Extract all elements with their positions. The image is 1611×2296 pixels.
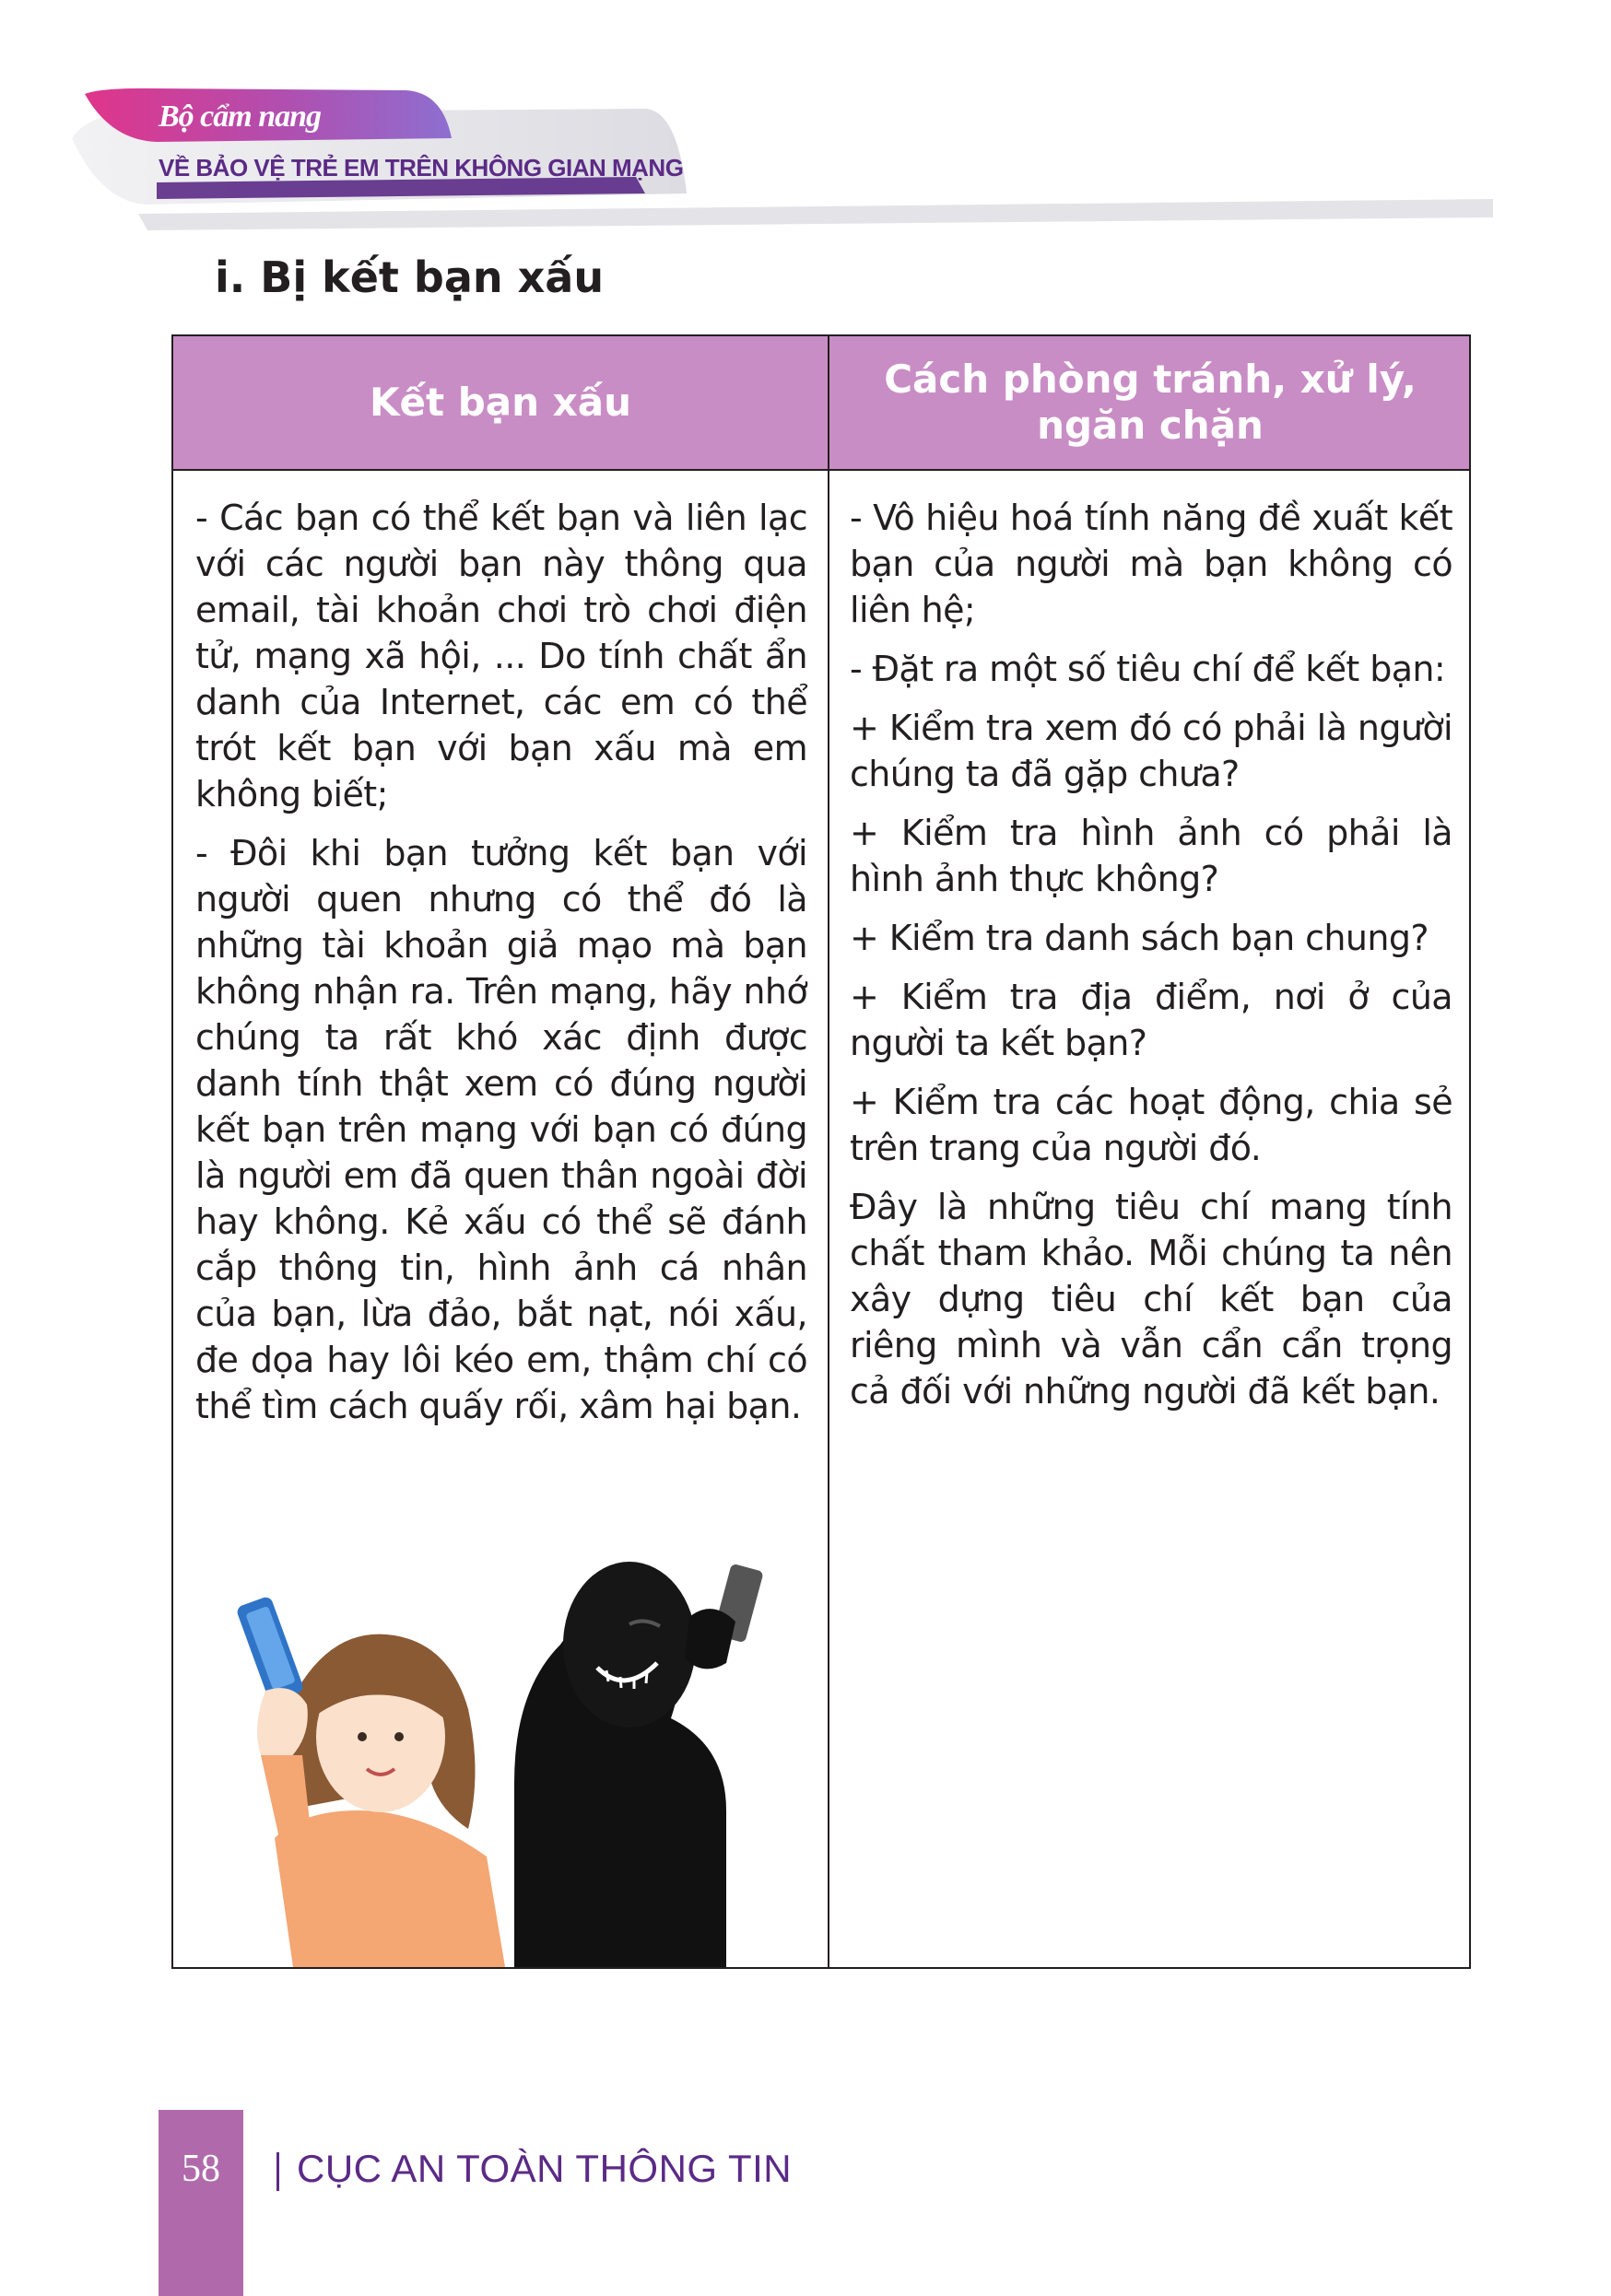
- list-item: + Kiểm tra danh sách bạn chung?: [850, 918, 1429, 958]
- footer-organization: CỤC AN TOÀN THÔNG TIN: [297, 2147, 793, 2190]
- footer-separator: [276, 2152, 279, 2191]
- booklet-title: Bộ cẩm nang: [159, 100, 322, 134]
- section-title: i. Bị kết bạn xấu: [215, 252, 605, 302]
- list-item: - Vô hiệu hoá tính năng đề xuất kết bạn của người mà bạn không có liên hệ;: [850, 498, 1452, 630]
- table-header-prevention: Cách phòng tránh, xử lý, ngăn chặn: [884, 357, 1417, 448]
- girl-figure: [235, 1595, 505, 1967]
- header-banner: [0, 0, 1611, 276]
- table-header-bad-friends: Kết bạn xấu: [370, 380, 631, 425]
- prevention-list: [850, 495, 1452, 1427]
- girl-and-stranger-illustration: [210, 1506, 800, 1967]
- bad-friends-description: [195, 495, 807, 1442]
- page-number: 58: [182, 2148, 220, 2190]
- list-item: + Kiểm tra địa điểm, nơi ở của người ta kết bạn?: [850, 977, 1452, 1063]
- booklet-subtitle: VỀ BẢO VỆ TRẺ EM TRÊN KHÔNG GIAN MẠNG: [159, 154, 684, 182]
- list-item: + Kiểm tra các hoạt động, chia sẻ trên trang của người đó.: [850, 1082, 1452, 1168]
- friend-safety-table: [171, 334, 1471, 1969]
- list-item: + Kiểm tra xem đó có phải là người chúng ta đã gặp chưa?: [850, 708, 1452, 794]
- table-header-row: [173, 336, 1469, 471]
- list-item: + Kiểm tra hình ảnh có phải là hình ảnh thực không?: [850, 813, 1452, 899]
- footer-bar: [159, 2110, 243, 2296]
- paragraph: - Đôi khi bạn tưởng kết bạn với người quen nhưng có thể đó là những tài khoản giả mạo mà bạn không nhận ra. Trên mạng, hãy nhớ chúng ta rất khó xác định được danh tính thật xem có đúng người kết bạn trên mạng với bạn có đúng là người em đã quen thân ngoài đời hay không. Kẻ xấu có thể sẽ đánh cắp thông tin, hình ảnh cá nhân của bạn, lừa đảo, bắt nạt, nói xấu, đe dọa hay lôi kéo em, thậm chí có thể tìm cách quấy rối, xâm hại bạn.: [195, 833, 807, 1426]
- list-item: Đây là những tiêu chí mang tính chất tham khảo. Mỗi chúng ta nên xây dựng tiêu chí kết bạn của riêng mình và vẫn cẩn cẩn trọng cả đối với những người đã kết bạn.: [850, 1187, 1452, 1412]
- stranger-silhouette: [514, 1562, 764, 1967]
- paragraph: - Các bạn có thể kết bạn và liên lạc với các người bạn này thông qua email, tài khoản chơi trò chơi điện tử, mạng xã hội, ... Do tính chất ẩn danh của Internet, các em có thể trót kết bạn với bạn xấu mà em không biết;: [195, 498, 807, 814]
- list-item: - Đặt ra một số tiêu chí để kết bạn:: [850, 649, 1446, 689]
- column-divider: [828, 336, 829, 1967]
